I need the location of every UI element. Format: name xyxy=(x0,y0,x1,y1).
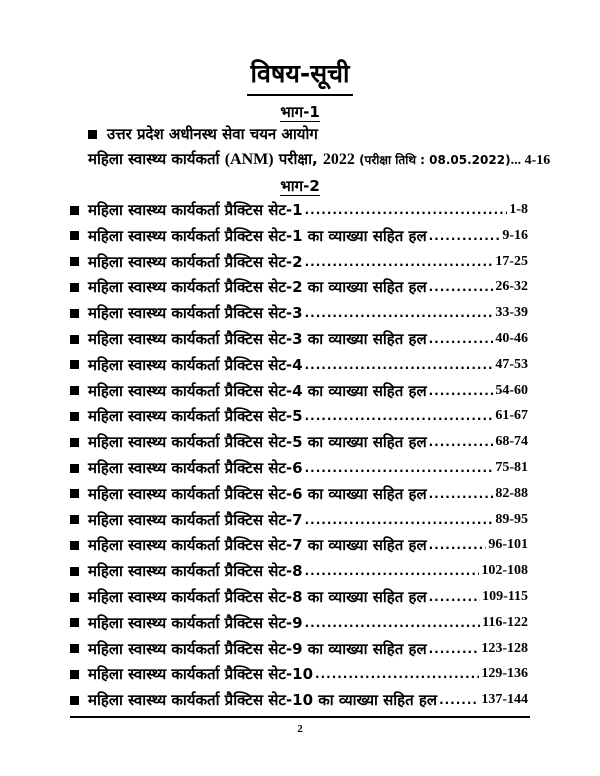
contents-entry xyxy=(70,456,528,480)
dot-leader xyxy=(305,198,508,222)
contents-entry xyxy=(70,275,528,299)
bullet-square-icon xyxy=(70,515,79,524)
dot-leader xyxy=(429,585,480,609)
entry-pages: 116-122 xyxy=(482,614,528,630)
dot-leader xyxy=(305,456,494,480)
dot-leader xyxy=(429,482,494,506)
contents-entry xyxy=(70,662,528,686)
part-1-line-2 xyxy=(88,148,550,172)
contents-entry xyxy=(70,353,528,377)
contents-entry xyxy=(70,508,528,532)
bullet-square-icon xyxy=(70,541,79,550)
entry-pages: 129-136 xyxy=(481,666,528,682)
bullet-square-icon xyxy=(70,309,79,318)
entry-pages: 75-81 xyxy=(495,460,528,475)
part-1-line-2-pages: ... 4-16 xyxy=(510,153,551,168)
entry-title: महिला स्वास्थ्य कार्यकर्ता प्रैक्टिस सेट-10 xyxy=(88,665,314,684)
dot-leader xyxy=(429,430,494,454)
entry-title: महिला स्वास्थ्य कार्यकर्ता प्रैक्टिस सेट-7 xyxy=(88,510,303,529)
entry-pages: 137-144 xyxy=(481,692,528,708)
entry-pages: 1-8 xyxy=(509,202,528,217)
part-2-heading-text: भाग-2 xyxy=(280,177,320,195)
dot-leader xyxy=(305,404,494,428)
bullet-square-icon xyxy=(70,257,79,266)
dot-leader xyxy=(315,662,479,686)
entry-pages: 26-32 xyxy=(495,279,528,295)
bullet-square-icon xyxy=(70,206,79,215)
entry-title: महिला स्वास्थ्य कार्यकर्ता प्रैक्टिस सेट-6 xyxy=(88,459,303,477)
bullet-square-icon xyxy=(70,489,79,498)
bullet-square-icon xyxy=(70,567,79,576)
part-1-line-2-year: 2022 xyxy=(322,151,355,168)
entry-title: महिला स्वास्थ्य कार्यकर्ता प्रैक्टिस सेट-4 का व्याख्या सहित हल xyxy=(88,381,427,400)
contents-entry xyxy=(70,430,528,454)
bullet-square-icon xyxy=(70,335,79,344)
part-1-line-2-prefix: महिला स्वास्थ्य कार्यकर्ता xyxy=(88,150,225,168)
entry-pages: 54-60 xyxy=(495,382,528,398)
contents-entry xyxy=(70,379,528,403)
dot-leader xyxy=(305,250,494,274)
entry-title: महिला स्वास्थ्य कार्यकर्ता प्रैक्टिस सेट-5 का व्याख्या सहित हल xyxy=(88,433,427,452)
contents-entry xyxy=(70,637,528,661)
part-1-line-1: उत्तर प्रदेश अधीनस्थ सेवा चयन आयोग xyxy=(107,125,318,143)
entry-title: महिला स्वास्थ्य कार्यकर्ता प्रैक्टिस सेट-2 का व्याख्या सहित हल xyxy=(88,278,427,297)
entry-pages: 123-128 xyxy=(481,640,528,656)
bullet-square-icon xyxy=(70,386,79,395)
contents-entry xyxy=(70,585,528,609)
contents-entry xyxy=(70,250,528,274)
entry-pages: 40-46 xyxy=(495,331,528,346)
dot-leader xyxy=(429,224,501,248)
entry-title: महिला स्वास्थ्य कार्यकर्ता प्रैक्टिस सेट-1 का व्याख्या सहित हल xyxy=(88,226,427,245)
entry-title: महिला स्वास्थ्य कार्यकर्ता प्रैक्टिस सेट-4 xyxy=(88,355,303,374)
bullet-square-icon xyxy=(70,644,79,653)
part-1-line-2-date: (परीक्षा तिथि : 08.05.2022) xyxy=(354,153,511,167)
dot-leader xyxy=(439,688,479,712)
entry-title: महिला स्वास्थ्य कार्यकर्ता प्रैक्टिस सेट-2 xyxy=(88,252,303,271)
dot-leader xyxy=(429,533,487,557)
dot-leader xyxy=(305,508,494,532)
contents-entry xyxy=(70,198,528,222)
entry-pages: 96-101 xyxy=(488,537,528,553)
entry-title: महिला स्वास्थ्य कार्यकर्ता प्रैक्टिस सेट-10 का व्याख्या सहित हल xyxy=(88,691,438,710)
footer-rule xyxy=(70,716,530,718)
entry-pages: 109-115 xyxy=(482,589,528,604)
dot-leader xyxy=(305,353,494,377)
contents-entry xyxy=(70,482,528,506)
entry-pages: 82-88 xyxy=(495,485,528,501)
dot-leader xyxy=(429,379,494,403)
part-1-heading xyxy=(0,102,600,122)
page-title: विषय-सूची xyxy=(250,59,350,88)
entry-pages: 102-108 xyxy=(481,563,528,579)
bullet-square-icon xyxy=(70,618,79,627)
dot-leader xyxy=(429,637,480,661)
bullet-square-icon xyxy=(70,464,79,473)
bullet-square-icon xyxy=(70,670,79,679)
entry-pages: 17-25 xyxy=(495,253,528,269)
entry-title: महिला स्वास्थ्य कार्यकर्ता प्रैक्टिस सेट-9 का व्याख्या सहित हल xyxy=(88,639,427,658)
bullet-square-icon xyxy=(70,593,79,602)
bullet-square-icon xyxy=(70,231,79,240)
page-number: 2 xyxy=(297,723,303,735)
contents-entry xyxy=(70,224,528,248)
bullet-square-icon xyxy=(70,696,79,705)
part-1-line-2-mid: परीक्षा, xyxy=(273,150,323,168)
entry-pages: 68-74 xyxy=(495,434,528,450)
bullet-square-icon xyxy=(70,438,79,447)
entry-title: महिला स्वास्थ्य कार्यकर्ता प्रैक्टिस सेट-3 का व्याख्या सहित हल xyxy=(88,330,427,348)
part-1-heading-text: भाग-1 xyxy=(280,103,320,121)
dot-leader xyxy=(305,559,480,583)
dot-leader xyxy=(429,327,494,351)
entry-pages: 89-95 xyxy=(495,511,528,527)
entry-title: महिला स्वास्थ्य कार्यकर्ता प्रैक्टिस सेट-5 xyxy=(88,407,303,426)
dot-leader xyxy=(305,611,481,635)
contents-entry xyxy=(70,559,528,583)
entry-title: महिला स्वास्थ्य कार्यकर्ता प्रैक्टिस सेट-3 xyxy=(88,304,303,323)
bullet-square-icon xyxy=(70,283,79,292)
bullet-square-icon xyxy=(88,130,97,139)
part-1-line-2-anm: (ANM) xyxy=(224,151,274,168)
title-underline xyxy=(247,94,353,96)
entry-title: महिला स्वास्थ्य कार्यकर्ता प्रैक्टिस सेट-8 का व्याख्या सहित हल xyxy=(88,588,427,606)
dot-leader xyxy=(429,275,494,299)
part-2-heading xyxy=(0,176,600,196)
entry-title: महिला स्वास्थ्य कार्यकर्ता प्रैक्टिस सेट-9 xyxy=(88,613,303,632)
entry-title: महिला स्वास्थ्य कार्यकर्ता प्रैक्टिस सेट-8 xyxy=(88,562,303,581)
entry-title: महिला स्वास्थ्य कार्यकर्ता प्रैक्टिस सेट-6 का व्याख्या सहित हल xyxy=(88,484,427,503)
contents-entry xyxy=(70,301,528,325)
entry-pages: 9-16 xyxy=(502,227,528,243)
contents-entry xyxy=(70,533,528,557)
bullet-square-icon xyxy=(70,360,79,369)
entry-pages: 47-53 xyxy=(495,356,528,372)
contents-entry xyxy=(70,688,528,712)
entry-pages: 33-39 xyxy=(495,305,528,321)
contents-entry xyxy=(70,611,528,635)
entry-title: महिला स्वास्थ्य कार्यकर्ता प्रैक्टिस सेट-7 का व्याख्या सहित हल xyxy=(88,536,427,555)
entry-title: महिला स्वास्थ्य कार्यकर्ता प्रैक्टिस सेट-1 xyxy=(88,201,303,219)
dot-leader xyxy=(305,301,494,325)
contents-entry xyxy=(70,327,528,351)
contents-entry xyxy=(70,404,528,428)
entry-pages: 61-67 xyxy=(495,408,528,424)
bullet-square-icon xyxy=(70,412,79,421)
